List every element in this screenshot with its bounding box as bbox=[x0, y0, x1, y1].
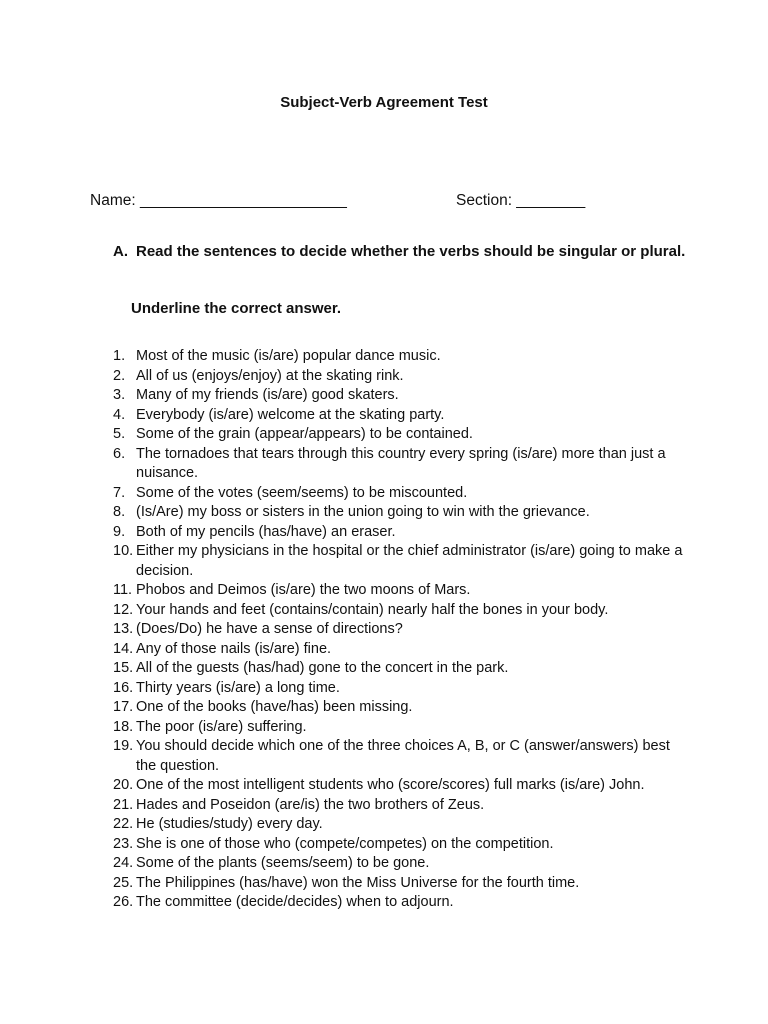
question-item bbox=[113, 796, 693, 816]
question-text: He (studies/study) every day. bbox=[136, 816, 323, 832]
question-number: 16. bbox=[113, 679, 134, 696]
question-number: 22. bbox=[113, 816, 134, 832]
question-number: 24. bbox=[113, 855, 134, 871]
question-text: Any of those nails (is/are) fine. bbox=[136, 640, 332, 657]
question-item bbox=[113, 347, 693, 367]
question-number: 4. bbox=[113, 406, 126, 423]
question-item bbox=[113, 776, 693, 796]
question-number: 12. bbox=[113, 601, 134, 618]
question-number: 21. bbox=[113, 796, 134, 813]
question-number: 15. bbox=[113, 660, 134, 676]
section-letter: A. bbox=[113, 243, 128, 260]
question-number: 8. bbox=[113, 504, 126, 520]
question-number: 14. bbox=[113, 640, 134, 657]
question-text: Some of the votes (seem/seems) to be miscounted. bbox=[136, 484, 468, 501]
question-number: 13. bbox=[113, 621, 134, 637]
question-number: 9. bbox=[113, 523, 126, 540]
question-item bbox=[113, 737, 693, 776]
question-text: Many of my friends (is/are) good skaters. bbox=[136, 387, 399, 403]
question-text: The committee (decide/decides) when to adjourn. bbox=[136, 894, 454, 910]
question-item bbox=[113, 835, 693, 855]
question-item bbox=[113, 406, 693, 426]
section-field: Section: ________ bbox=[456, 192, 586, 209]
question-text: Thirty years (is/are) a long time. bbox=[136, 679, 340, 696]
question-item bbox=[113, 425, 693, 445]
question-text: You should decide which one of the three choices A, B, or C (answer/answers) best the question. bbox=[136, 738, 670, 774]
underline-instruction: Underline the correct answer. bbox=[131, 300, 342, 317]
question-text: Your hands and feet (contains/contain) nearly half the bones in your body. bbox=[136, 601, 609, 618]
question-number: 25. bbox=[113, 874, 134, 891]
question-text: Both of my pencils (has/have) an eraser. bbox=[136, 523, 396, 540]
question-item bbox=[113, 542, 693, 581]
question-text: One of the most intelligent students who (score/scores) full marks (is/are) John. bbox=[136, 777, 645, 793]
question-number: 26. bbox=[113, 894, 134, 910]
question-text: The tornadoes that tears through this country every spring (is/are) more than just a nuisance. bbox=[136, 445, 666, 481]
question-number: 17. bbox=[113, 699, 134, 715]
question-number: 3. bbox=[113, 387, 126, 403]
name-field: Name: ________________________ bbox=[90, 192, 347, 209]
question-number: 10. bbox=[113, 543, 134, 559]
question-item bbox=[113, 640, 693, 660]
question-item bbox=[113, 386, 693, 406]
question-item bbox=[113, 620, 693, 640]
question-text: Most of the music (is/are) popular dance music. bbox=[136, 348, 441, 364]
question-text: (Is/Are) my boss or sisters in the union going to win with the grievance. bbox=[136, 504, 590, 520]
question-item bbox=[113, 523, 693, 543]
question-number: 2. bbox=[113, 367, 126, 384]
question-list bbox=[113, 347, 693, 913]
question-number: 5. bbox=[113, 426, 126, 442]
question-text: Either my physicians in the hospital or the chief administrator (is/are) going to make a decision. bbox=[136, 543, 683, 579]
question-item bbox=[113, 659, 693, 679]
question-number: 6. bbox=[113, 445, 126, 462]
question-item bbox=[113, 445, 693, 484]
question-number: 7. bbox=[113, 484, 126, 501]
question-text: All of us (enjoys/enjoy) at the skating rink. bbox=[136, 367, 404, 384]
question-item bbox=[113, 874, 693, 894]
question-text: Hades and Poseidon (are/is) the two brothers of Zeus. bbox=[136, 796, 485, 813]
question-number: 23. bbox=[113, 835, 134, 852]
question-item bbox=[113, 484, 693, 504]
question-text: One of the books (have/has) been missing. bbox=[136, 699, 413, 715]
question-item bbox=[113, 854, 693, 874]
question-item bbox=[113, 698, 693, 718]
question-text: Some of the plants (seems/seem) to be gone. bbox=[136, 855, 430, 871]
question-item bbox=[113, 679, 693, 699]
question-text: The Philippines (has/have) won the Miss Universe for the fourth time. bbox=[136, 874, 580, 891]
question-text: Phobos and Deimos (is/are) the two moons of Mars. bbox=[136, 582, 471, 598]
instruction-text: Read the sentences to decide whether the verbs should be singular or plural. bbox=[136, 243, 686, 260]
question-item bbox=[113, 815, 693, 835]
page-title: Subject-Verb Agreement Test bbox=[280, 94, 488, 111]
question-number: 1. bbox=[113, 348, 126, 364]
question-item bbox=[113, 718, 693, 738]
question-item bbox=[113, 367, 693, 387]
section-a-instruction bbox=[113, 241, 693, 262]
question-text: All of the guests (has/had) gone to the concert in the park. bbox=[136, 660, 509, 676]
question-number: 18. bbox=[113, 718, 134, 735]
question-number: 11. bbox=[113, 582, 133, 598]
question-item bbox=[113, 581, 693, 601]
question-text: (Does/Do) he have a sense of directions? bbox=[136, 621, 403, 637]
question-item bbox=[113, 601, 693, 621]
question-number: 19. bbox=[113, 738, 134, 754]
question-text: She is one of those who (compete/competes) on the competition. bbox=[136, 835, 554, 852]
question-item bbox=[113, 503, 693, 523]
question-text: The poor (is/are) suffering. bbox=[136, 718, 307, 735]
question-text: Everybody (is/are) welcome at the skating party. bbox=[136, 406, 445, 423]
question-number: 20. bbox=[113, 777, 134, 793]
question-text: Some of the grain (appear/appears) to be contained. bbox=[136, 426, 473, 442]
question-item bbox=[113, 893, 693, 913]
